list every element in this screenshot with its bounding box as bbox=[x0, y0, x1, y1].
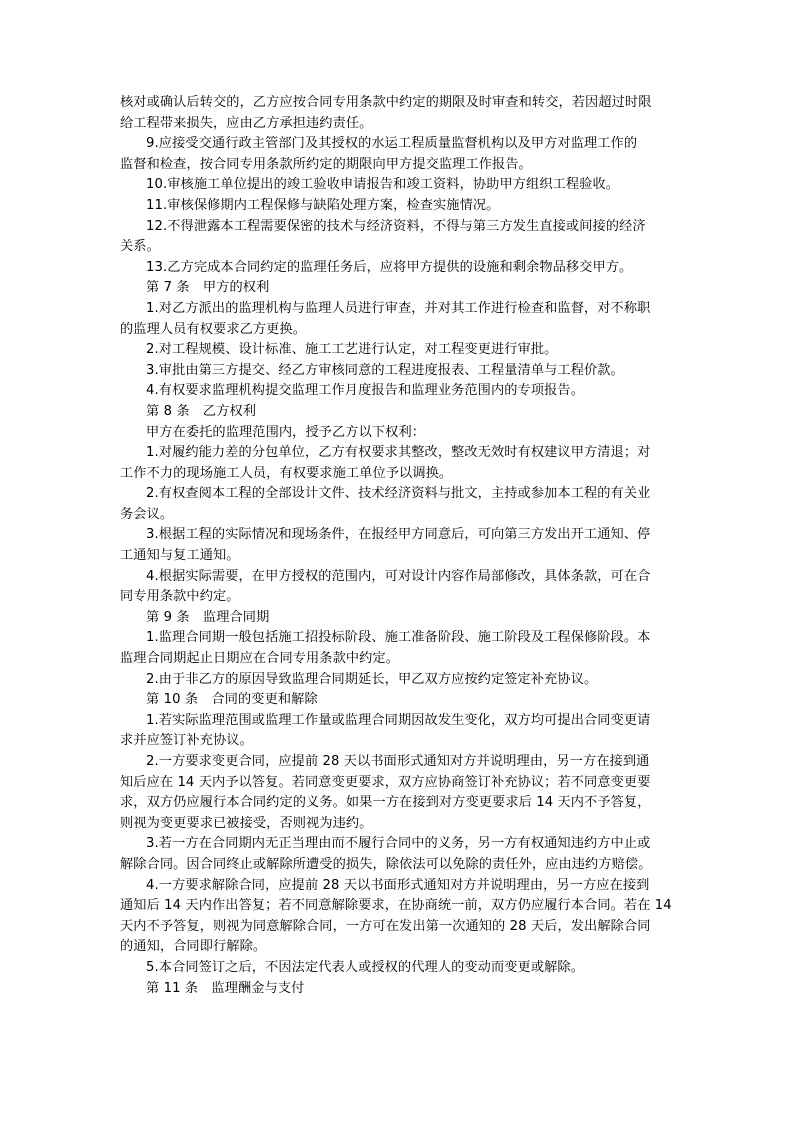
text-line: 同专用条款中约定。 bbox=[120, 589, 240, 605]
text-line: 监督和检查，按合同专用条款所约定的期限向甲方提交监理工作报告。 bbox=[120, 156, 532, 172]
document-page bbox=[120, 93, 676, 999]
text-line: 工通知与复工通知。 bbox=[120, 548, 240, 564]
text-line: 求并应签订补充协议。 bbox=[120, 733, 253, 749]
text-line: 求，双方仍应履行本合同约定的义务。如果一方在接到对方变更要求后 14 天内不予答复， bbox=[120, 795, 651, 811]
text-line: 11.审核保修期内工程保修与缺陷处理方案，检查实施情况。 bbox=[146, 197, 500, 213]
text-line: 监理合同期起止日期应在合同专用条款中约定。 bbox=[120, 651, 400, 667]
text-line: 9.应接受交通行政主管部门及其授权的水运工程质量监督机构以及甲方对监理工作的 bbox=[146, 136, 638, 152]
text-line: 知后应在 14 天内予以答复。若同意变更要求，双方应协商签订补充协议；若不同意变更要 bbox=[120, 774, 651, 790]
text-line: 关系。 bbox=[120, 239, 160, 255]
text-line: 天内不予答复，则视为同意解除合同，一方可在发出第一次通知的 28 天后，发出解除合同 bbox=[120, 918, 651, 934]
text-line: 1.对履约能力差的分包单位，乙方有权要求其整改，整改无效时有权建议甲方清退；对 bbox=[146, 445, 651, 461]
text-line: 3.审批由第三方提交、经乙方审核同意的工程进度报表、工程量清单与工程价款。 bbox=[146, 362, 624, 378]
text-line: 10.审核施工单位提出的竣工验收申请报告和竣工资料，协助甲方组织工程验收。 bbox=[146, 177, 620, 193]
text-line: 1.监理合同期一般包括施工招投标阶段、施工准备阶段、施工阶段及工程保修阶段。本 bbox=[146, 630, 651, 646]
text-line: 解除合同。因合同终止或解除所遭受的损失，除依法可以免除的责任外，应由违约方赔偿。 bbox=[120, 856, 652, 872]
text-line: 的监理人员有权要求乙方更换。 bbox=[120, 321, 307, 337]
text-line: 4.根据实际需要，在甲方授权的范围内，可对设计内容作局部修改，具体条款，可在合 bbox=[146, 568, 651, 584]
text-line: 2.有权查阅本工程的全部设计文件、技术经济资料与批文，主持或参加本工程的有关业 bbox=[146, 486, 651, 502]
text-line: 第 8 条 乙方权利 bbox=[146, 403, 257, 419]
text-line: 的通知，合同即行解除。 bbox=[120, 939, 267, 955]
text-line: 4.有权要求监理机构提交监理工作月度报告和监理业务范围内的专项报告。 bbox=[146, 383, 584, 399]
text-line: 第 7 条 甲方的权利 bbox=[146, 280, 270, 296]
text-line: 第 11 条 监理酬金与支付 bbox=[146, 980, 305, 996]
text-line: 3.根据工程的实际情况和现场条件，在报经甲方同意后，可向第三方发出开工通知、停 bbox=[146, 527, 651, 543]
text-line: 5.本合同签订之后，不因法定代表人或授权的代理人的变动而变更或解除。 bbox=[146, 959, 584, 975]
text-line: 务会议。 bbox=[120, 506, 174, 522]
text-line: 1.对乙方派出的监理机构与监理人员进行审查，并对其工作进行检查和监督，对不称职 bbox=[146, 300, 651, 316]
text-line: 1.若实际监理范围或监理工作量或监理合同期因故发生变化，双方均可提出合同变更请 bbox=[146, 712, 651, 728]
text-line: 12.不得泄露本工程需要保密的技术与经济资料，不得与第三方发生直接或间接的经济 bbox=[146, 218, 646, 234]
text-line: 第 10 条 合同的变更和解除 bbox=[146, 692, 318, 708]
text-line: 工作不力的现场施工人员，有权要求施工单位予以调换。 bbox=[120, 465, 453, 481]
text-line: 给工程带来损失，应由乙方承担违约责任。 bbox=[120, 115, 373, 131]
text-line: 3.若一方在合同期内无正当理由而不履行合同中的义务，另一方有权通知违约方中止或 bbox=[146, 836, 651, 852]
text-line: 4.一方要求解除合同，应提前 28 天以书面形式通知对方并说明理由，另一方应在接到 bbox=[146, 877, 650, 893]
text-line: 第 9 条 监理合同期 bbox=[146, 609, 270, 625]
text-line: 甲方在委托的监理范围内，授予乙方以下权利： bbox=[146, 424, 426, 440]
text-line: 2.由于非乙方的原因导致监理合同期延长，甲乙双方应按约定签定补充协议。 bbox=[146, 671, 598, 687]
text-line: 通知后 14 天内作出答复；若不同意解除要求，在协商统一前，双方仍应履行本合同。若在 14 bbox=[120, 898, 672, 914]
text-line: 则视为变更要求已被接受，否则视为违约。 bbox=[120, 815, 373, 831]
text-line: 2.对工程规模、设计标准、施工工艺进行认定，对工程变更进行审批。 bbox=[146, 342, 558, 358]
text-line: 核对或确认后转交的，乙方应按合同专用条款中约定的期限及时审查和转交，若因超过时限 bbox=[120, 95, 652, 110]
text-line: 2.一方要求变更合同，应提前 28 天以书面形式通知对方并说明理由，另一方在接到通 bbox=[146, 754, 650, 769]
text-line: 13.乙方完成本合同约定的监理任务后，应将甲方提供的设施和剩余物品移交甲方。 bbox=[146, 259, 633, 275]
